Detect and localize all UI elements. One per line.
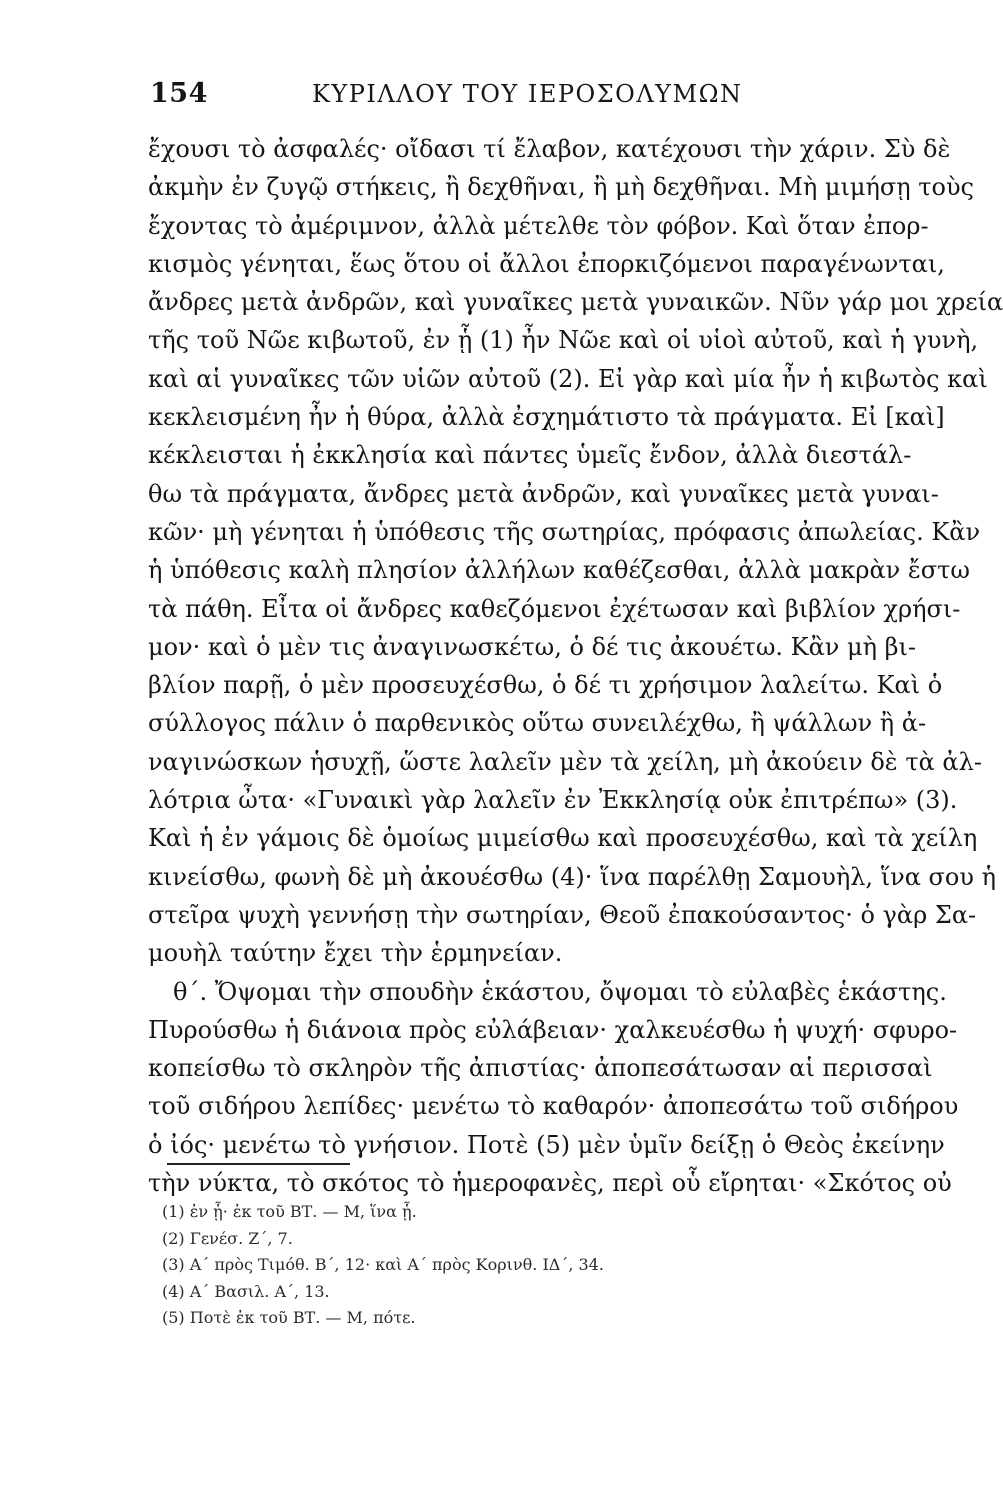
page-header xyxy=(150,78,830,112)
text-line: κινείσθω, φωνὴ δὲ μὴ ἀκουέσθω (4)· ἵνα παρέλθῃ Σαμουὴλ, ἵνα σου ἡ xyxy=(148,862,996,891)
footnotes xyxy=(162,1199,722,1332)
text-line: κοπείσθω τὸ σκληρὸν τῆς ἀπιστίας· ἀποπεσάτωσαν αἱ περισσαὶ xyxy=(148,1054,933,1083)
text-line: βλίον παρῇ, ὁ μὲν προσευχέσθω, ὁ δέ τι χρήσιμον λαλείτω. Καὶ ὁ xyxy=(148,671,943,700)
footnote: (1) ἐν ᾗ· ἐκ τοῦ ΒΤ. — Μ, ἵνα ᾗ. xyxy=(162,1202,417,1221)
footnote: (2) Γενέσ. Ζ΄, 7. xyxy=(162,1228,293,1248)
text-line: κεκλεισμένη ἦν ἡ θύρα, ἀλλὰ ἐσχημάτιστο τὰ πράγματα. Εἰ [καὶ] xyxy=(148,403,945,432)
text-line: τῆς τοῦ Νῶε κιβωτοῦ, ἐν ᾗ (1) ἦν Νῶε καὶ οἱ υἱοὶ αὐτοῦ, καὶ ἡ γυνὴ, xyxy=(148,326,979,355)
text-line: μουὴλ ταύτην ἔχει τὴν ἑρμηνείαν. xyxy=(148,939,563,968)
footnote: (3) Α΄ πρὸς Τιμόθ. Β΄, 12· καὶ Α΄ πρὸς Κορινθ. ΙΔ΄, 34. xyxy=(162,1255,604,1274)
body-text xyxy=(148,130,1003,1202)
text-line: ναγινώσκων ἡσυχῇ, ὥστε λαλεῖν μὲν τὰ χείλη, μὴ ἀκούειν δὲ τὰ ἀλ- xyxy=(148,747,982,776)
text-line: τὴν νύκτα, τὸ σκότος τὸ ἡμεροφανὲς, περὶ οὗ εἴρηται· «Σκότος οὐ xyxy=(148,1169,952,1198)
text-line: κέκλεισται ἡ ἐκκλησία καὶ πάντες ὑμεῖς ἔνδον, ἀλλὰ διεστάλ- xyxy=(148,441,912,470)
text-line: λότρια ὦτα· «Γυναικὶ γὰρ λαλεῖν ἐν Ἐκκλησίᾳ οὐκ ἐπιτρέπω» (3). xyxy=(148,786,958,815)
running-head: ΚΥΡΙΛΛΟΥ ΤΟΥ ΙΕΡΟΣΟΛΥΜΩΝ xyxy=(312,80,743,108)
text-line: ἀκμὴν ἐν ζυγῷ στήκεις, ἢ δεχθῆναι, ἢ μὴ δεχθῆναι. Μὴ μιμήσῃ τοὺς xyxy=(148,173,974,202)
text-line: θ΄. Ὄψομαι τὴν σπουδὴν ἑκάστου, ὄψομαι τὸ εὐλαβὲς ἑκάστης. xyxy=(173,977,947,1006)
footnote: (5) Ποτὲ ἐκ τοῦ ΒΤ. — Μ, πότε. xyxy=(162,1308,416,1327)
text-line: τοῦ σιδήρου λεπίδες· μενέτω τὸ καθαρόν· ἀποπεσάτω τοῦ σιδήρου xyxy=(148,1092,959,1121)
text-line: Πυρούσθω ἡ διάνοια πρὸς εὐλάβειαν· χαλκευέσθω ἡ ψυχή· σφυρο- xyxy=(148,1015,958,1044)
text-line: ἔχοντας τὸ ἀμέριμνον, ἀλλὰ μέτελθε τὸν φόβον. Καὶ ὅταν ἐπορ- xyxy=(148,211,929,240)
text-line: στεῖρα ψυχὴ γεννήσῃ τὴν σωτηρίαν, Θεοῦ ἐπακούσαντος· ὁ γὰρ Σα- xyxy=(148,900,977,929)
text-line: ἄνδρες μετὰ ἀνδρῶν, καὶ γυναῖκες μετὰ γυναικῶν. Νῦν γάρ μοι χρεία xyxy=(148,288,1003,317)
text-line: ὁ ἰός· μενέτω τὸ γνήσιον. Ποτὲ (5) μὲν ὑμῖν δείξῃ ὁ Θεὸς ἐκείνην xyxy=(148,1130,945,1159)
text-line: Καὶ ἡ ἐν γάμοις δὲ ὁμοίως μιμείσθω καὶ προσευχέσθω, καὶ τὰ χείλη xyxy=(148,824,978,853)
page-number: 154 xyxy=(150,78,208,109)
text-line: κῶν· μὴ γένηται ἡ ὑπόθεσις τῆς σωτηρίας, πρόφασις ἀπωλείας. Κἂν xyxy=(148,517,981,546)
text-line: τὰ πάθη. Εἶτα οἱ ἄνδρες καθεζόμενοι ἐχέτωσαν καὶ βιβλίον χρήσι- xyxy=(148,594,961,623)
footnote-divider xyxy=(167,1163,350,1165)
footnote: (4) Α΄ Βασιλ. Α΄, 13. xyxy=(162,1281,330,1301)
text-line: θω τὰ πράγματα, ἄνδρες μετὰ ἀνδρῶν, καὶ γυναῖκες μετὰ γυναι- xyxy=(148,479,939,508)
text-line: μον· καὶ ὁ μὲν τις ἀναγινωσκέτω, ὁ δέ τις ἀκουέτω. Κἂν μὴ βι- xyxy=(148,632,916,661)
text-line: ἔχουσι τὸ ἀσφαλές· οἴδασι τί ἔλαβον, κατέχουσι τὴν χάριν. Σὺ δὲ xyxy=(148,135,951,163)
text-line: ἡ ὑπόθεσις καλὴ πλησίον ἀλλήλων καθέζεσθαι, ἀλλὰ μακρὰν ἔστω xyxy=(148,556,970,585)
text-line: κισμὸς γένηται, ἕως ὅτου οἱ ἄλλοι ἐπορκιζόμενοι παραγένωνται, xyxy=(148,249,945,278)
text-line: σύλλογος πάλιν ὁ παρθενικὸς οὕτω συνειλέχθω, ἢ ψάλλων ἢ ἀ- xyxy=(148,709,927,738)
text-line: καὶ αἱ γυναῖκες τῶν υἱῶν αὐτοῦ (2). Εἰ γὰρ καὶ μία ἦν ἡ κιβωτὸς καὶ xyxy=(148,364,988,393)
